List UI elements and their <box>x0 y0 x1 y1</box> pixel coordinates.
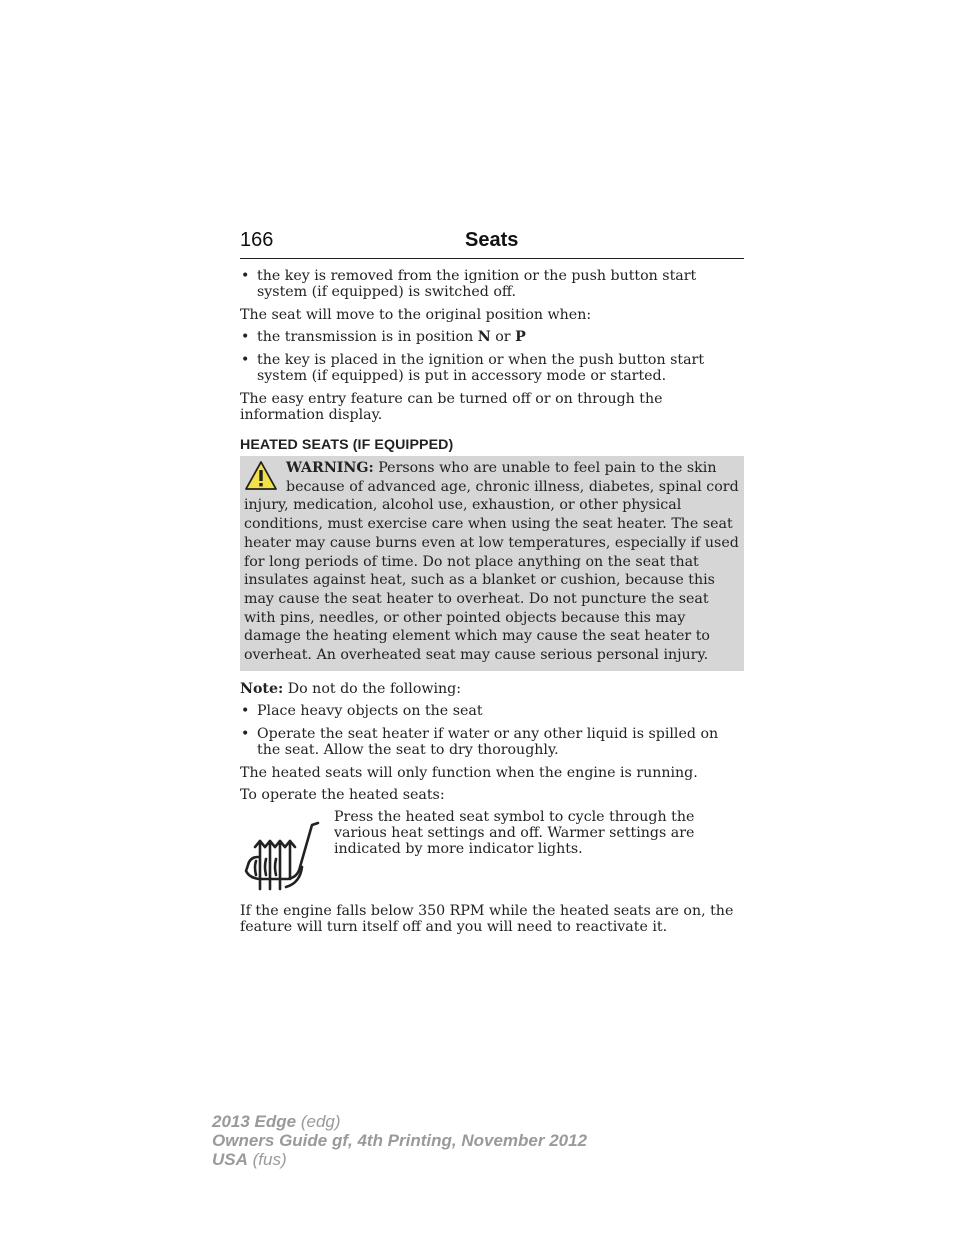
paragraph: The seat will move to the original position when: <box>240 307 592 323</box>
footer <box>212 1112 587 1169</box>
gear-n: N <box>477 329 491 345</box>
list-item <box>240 703 744 719</box>
bullet-mark: • <box>241 329 250 345</box>
warning-triangle-icon <box>244 460 278 494</box>
paragraph: The heated seats will only function when the engine is running. <box>240 764 698 781</box>
note-label: Note: <box>240 680 284 697</box>
footer-line-region <box>212 1150 587 1169</box>
section-heading: HEATED SEATS (IF EQUIPPED) <box>240 437 454 453</box>
bullet-mark: • <box>241 725 250 742</box>
list-item-text: the key is placed in the ignition or when the push button start system (if equipped) is put in accessory mode or started. <box>257 352 705 384</box>
conjunction: or <box>490 329 516 345</box>
page-title: Seats <box>465 229 519 251</box>
warning-box <box>240 456 744 671</box>
bullet-mark: • <box>241 352 250 368</box>
warning-text: Persons who are unable to feel pain to the skin because of advanced age, chronic illness, diabetes, spinal cord injury, medication, alcohol use, exhaustion, or other physical conditions, must exercise care when using the seat heater. The seat heater may cause burns even at low temperatures, especially if used for long periods of time. Do not place anything on the seat that insulates against heat, such as a blanket or cushion, because this may cause the seat heater to overheat. Do not puncture the seat with pins, needles, or other pointed objects because this may damage the heating element which may cause the seat heater to overheat. An overheated seat may cause serious personal injury. <box>244 460 739 664</box>
heated-seat-instruction: Press the heated seat symbol to cycle through the various heat settings and off. Warmer settings are indicated by more indicator lights. <box>334 808 695 857</box>
footer-guide: Owners Guide gf, 4th Printing, November 2012 <box>212 1131 588 1150</box>
note <box>240 681 744 697</box>
bullet-mark: • <box>241 702 250 719</box>
paragraph: If the engine falls below 350 RPM while the heated seats are on, the feature will turn itself off and you will need to reactivate it. <box>240 902 734 935</box>
footer-model: 2013 Edge <box>212 1112 297 1131</box>
footer-region: USA <box>212 1150 248 1169</box>
paragraph: The easy entry feature can be turned off or on through the information display. <box>240 391 663 423</box>
page-number: 166 <box>240 229 274 251</box>
gear-p: P <box>515 329 526 345</box>
list-item <box>240 352 744 384</box>
heated-seat-block <box>240 809 744 895</box>
list-item-text: Operate the seat heater if water or any other liquid is spilled on the seat. Allow the seat to dry thoroughly. <box>257 725 719 758</box>
footer-line-model <box>212 1112 587 1131</box>
header-rule <box>240 258 744 259</box>
list-item <box>240 268 744 300</box>
note-text: Do not do the following: <box>283 680 462 697</box>
list-item-text: Place heavy objects on the seat <box>257 702 483 719</box>
footer-region-code: (fus) <box>247 1150 287 1169</box>
page-content <box>240 268 744 941</box>
bullet-mark: • <box>241 268 250 284</box>
list-item <box>240 329 744 345</box>
list-item <box>240 726 744 758</box>
paragraph: To operate the heated seats: <box>240 786 445 803</box>
heated-seat-icon <box>242 821 322 897</box>
list-item-text <box>257 329 526 345</box>
warning-label: WARNING: <box>286 460 374 476</box>
list-item-text: the key is removed from the ignition or the push button start system (if equipped) is switched off. <box>257 268 697 300</box>
list-item-text-start: the transmission is in position <box>257 329 478 345</box>
footer-model-code: (edg) <box>296 1112 341 1131</box>
